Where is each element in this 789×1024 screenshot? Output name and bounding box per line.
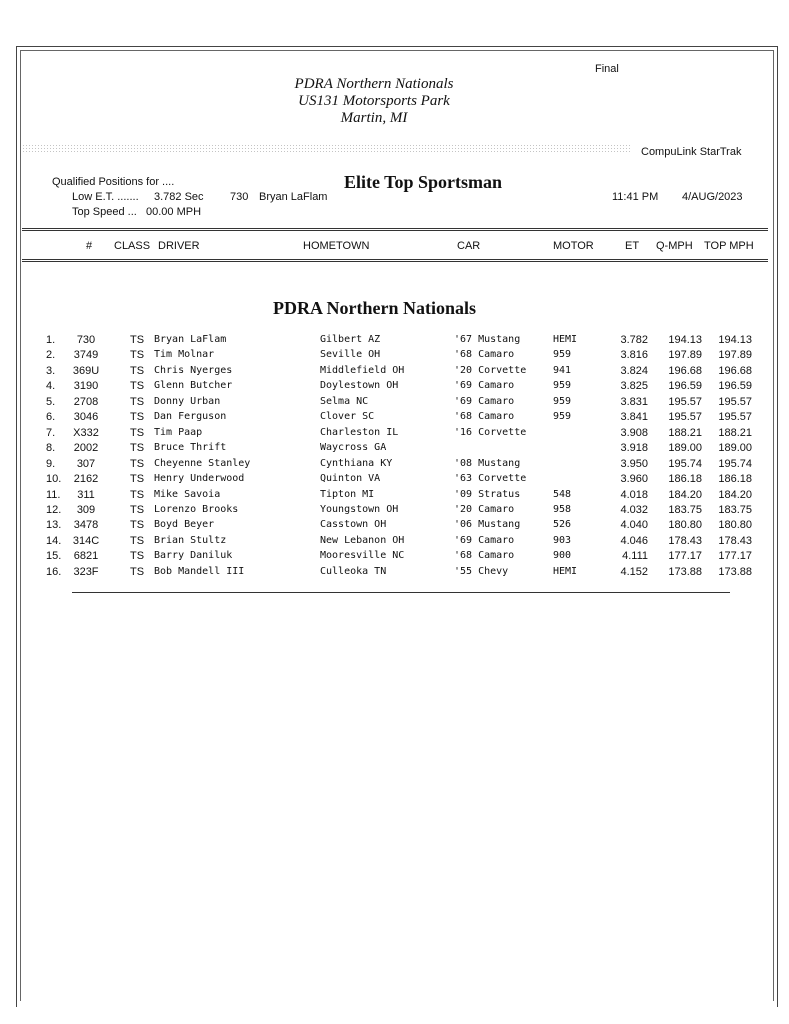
cell-et: 3.782 [620, 334, 648, 346]
cell-et: 4.032 [620, 503, 648, 516]
cell-motor: 548 [553, 488, 572, 500]
cell-driver: Bob Mandell III [154, 565, 245, 577]
cell-top-mph: 188.21 [718, 426, 752, 439]
col-et: ET [625, 240, 640, 252]
cell-position: 16. [46, 565, 62, 578]
cell-driver: Glenn Butcher [154, 380, 233, 392]
cell-top-mph: 177.17 [718, 550, 752, 563]
cell-et: 3.824 [620, 364, 648, 377]
table-row [0, 396, 789, 411]
cell-car: '55 Chevy [454, 565, 509, 577]
cell-top-mph: 195.57 [718, 395, 752, 408]
table-row [0, 380, 789, 395]
cell-motor: 526 [553, 519, 572, 531]
cell-class: TS [130, 503, 145, 516]
cell-hometown: New Lebanon OH [320, 534, 405, 546]
cell-position: 5. [46, 395, 56, 408]
cell-car: '68 Camaro [454, 411, 515, 423]
header-rule-bottom [22, 259, 768, 262]
cell-hometown: Charleston IL [320, 426, 399, 438]
cell-class: TS [130, 519, 145, 532]
cell-et: 3.950 [620, 457, 648, 470]
cell-top-mph: 195.57 [718, 411, 752, 424]
cell-driver: Bryan LaFlam [154, 334, 227, 345]
col-qmph: Q-MPH [656, 240, 693, 252]
cell-car-number: 2708 [73, 395, 99, 408]
cell-driver: Dan Ferguson [154, 411, 227, 423]
cell-top-mph: 196.59 [718, 380, 752, 393]
cell-hometown: Quinton VA [320, 473, 381, 485]
cell-class: TS [130, 488, 145, 501]
cell-qualifying-mph: 173.88 [668, 565, 702, 578]
table-row [0, 489, 789, 504]
cell-car-number: 730 [76, 334, 96, 346]
cell-hometown: Culleoka TN [320, 565, 387, 577]
cell-driver: Boyd Beyer [154, 519, 215, 531]
cell-driver: Chris Nyerges [154, 364, 233, 376]
cell-car-number: 6821 [73, 550, 99, 563]
cell-car: '06 Mustang [454, 519, 521, 531]
table-row [0, 334, 789, 349]
cell-car-number: 2002 [73, 442, 99, 455]
cell-qualifying-mph: 189.00 [668, 442, 702, 455]
cell-et: 3.908 [620, 426, 648, 439]
col-hometown: HOMETOWN [303, 240, 370, 252]
cell-qualifying-mph: 178.43 [668, 534, 702, 547]
cell-et: 3.960 [620, 473, 648, 486]
cell-position: 4. [46, 380, 56, 393]
cell-car-number: 314C [72, 534, 100, 547]
cell-car-number: 3190 [73, 380, 99, 393]
top-speed-value: 00.00 MPH [146, 206, 202, 218]
cell-hometown: Mooresville NC [320, 550, 405, 562]
cell-top-mph: 173.88 [718, 565, 752, 578]
table-row [0, 504, 789, 519]
cell-motor: HEMI [553, 565, 578, 577]
cell-motor: HEMI [553, 334, 578, 345]
cell-et: 3.841 [620, 411, 648, 424]
table-end-rule [72, 592, 730, 593]
cell-car: '09 Stratus [454, 488, 521, 500]
cell-et: 4.111 [622, 550, 648, 563]
cell-qualifying-mph: 177.17 [668, 550, 702, 563]
cell-position: 6. [46, 411, 56, 424]
cell-class: TS [130, 380, 145, 393]
table-row [0, 535, 789, 550]
cell-motor: 903 [553, 534, 572, 546]
table-row [0, 473, 789, 488]
cell-driver: Brian Stultz [154, 534, 227, 546]
table-row [0, 458, 789, 473]
cell-car: '69 Camaro [454, 534, 515, 546]
cell-qualifying-mph: 196.59 [668, 380, 702, 393]
col-num: # [86, 240, 93, 252]
cell-car-number: X332 [73, 426, 99, 439]
cell-motor: 959 [553, 395, 572, 407]
cell-car-number: 309 [76, 503, 96, 516]
cell-position: 3. [46, 364, 56, 377]
cell-car: '20 Corvette [454, 364, 527, 376]
cell-car: '16 Corvette [454, 426, 527, 438]
status-label: Final [595, 63, 619, 75]
col-class: CLASS [114, 240, 151, 252]
cell-class: TS [130, 457, 145, 470]
cell-driver: Cheyenne Stanley [154, 457, 251, 469]
table-row [0, 365, 789, 380]
cell-motor: 958 [553, 503, 572, 515]
cell-class: TS [130, 395, 145, 408]
low-et-driver: Bryan LaFlam [259, 191, 328, 203]
cell-motor: 900 [553, 550, 572, 562]
cell-car: '67 Mustang [454, 334, 521, 345]
cell-qualifying-mph: 195.57 [668, 411, 702, 424]
cell-qualifying-mph: 194.13 [668, 334, 702, 346]
report-time: 11:41 PM [612, 191, 659, 203]
cell-class: TS [130, 349, 145, 362]
cell-motor: 941 [553, 364, 572, 376]
cell-motor: 959 [553, 380, 572, 392]
cell-driver: Barry Daniluk [154, 550, 233, 562]
low-et-number: 730 [230, 191, 249, 203]
cell-driver: Tim Molnar [154, 349, 215, 361]
cell-et: 4.152 [620, 565, 648, 578]
col-topmph: TOP MPH [704, 240, 754, 252]
cell-qualifying-mph: 186.18 [668, 473, 702, 486]
cell-qualifying-mph: 184.20 [668, 488, 702, 501]
cell-hometown: Waycross GA [320, 442, 387, 454]
cell-position: 11. [46, 488, 61, 501]
table-row [0, 566, 789, 581]
cell-hometown: Gilbert AZ [320, 334, 381, 345]
cell-top-mph: 178.43 [718, 534, 752, 547]
cell-qualifying-mph: 188.21 [668, 426, 702, 439]
event-name: PDRA Northern Nationals [294, 76, 454, 92]
cell-class: TS [130, 550, 145, 563]
cell-et: 3.831 [620, 395, 648, 408]
report-date: 4/AUG/2023 [682, 191, 743, 203]
cell-position: 14. [46, 534, 62, 547]
cell-top-mph: 196.68 [718, 364, 752, 377]
cell-qualifying-mph: 195.57 [668, 395, 702, 408]
system-label: CompuLink StarTrak [641, 146, 742, 158]
cell-driver: Mike Savoia [154, 488, 221, 500]
cell-et: 4.040 [620, 519, 648, 532]
cell-position: 10. [46, 473, 62, 486]
cell-class: TS [130, 426, 145, 439]
cell-et: 4.046 [620, 534, 648, 547]
cell-qualifying-mph: 195.74 [668, 457, 702, 470]
cell-car-number: 2162 [73, 473, 99, 486]
col-motor: MOTOR [553, 240, 594, 252]
cell-class: TS [130, 442, 145, 455]
header-rule-top [22, 228, 768, 231]
cell-driver: Tim Paap [154, 426, 203, 438]
cell-car-number: 3749 [73, 349, 99, 362]
cell-et: 3.816 [620, 349, 648, 362]
cell-class: TS [130, 534, 145, 547]
cell-top-mph: 197.89 [718, 349, 752, 362]
cell-hometown: Tipton MI [320, 488, 375, 500]
cell-car-number: 311 [77, 488, 95, 501]
cell-car-number: 323F [73, 565, 99, 578]
cell-car-number: 369U [72, 364, 100, 377]
cell-car-number: 307 [76, 457, 96, 470]
class-title: Elite Top Sportsman [344, 172, 503, 192]
cell-car: '68 Camaro [454, 349, 515, 361]
cell-car: '69 Camaro [454, 395, 515, 407]
low-et-label: Low E.T. ....... [72, 191, 139, 203]
cell-et: 3.918 [620, 442, 648, 455]
cell-qualifying-mph: 183.75 [668, 503, 702, 516]
table-row [0, 411, 789, 426]
col-car: CAR [457, 240, 481, 252]
dotted-band [22, 144, 632, 154]
event-location: Martin, MI [340, 110, 408, 126]
cell-hometown: Middlefield OH [320, 364, 405, 376]
cell-hometown: Doylestown OH [320, 380, 399, 392]
cell-top-mph: 183.75 [718, 503, 752, 516]
low-et-value: 3.782 Sec [154, 191, 204, 203]
cell-motor: 959 [553, 349, 572, 361]
cell-top-mph: 184.20 [718, 488, 752, 501]
cell-top-mph: 186.18 [718, 473, 752, 486]
cell-car: '08 Mustang [454, 457, 521, 469]
cell-class: TS [130, 565, 145, 578]
cell-hometown: Seville OH [320, 349, 381, 361]
cell-class: TS [130, 411, 145, 424]
cell-car: '20 Camaro [454, 503, 515, 515]
cell-class: TS [130, 364, 145, 377]
cell-hometown: Selma NC [320, 395, 369, 407]
cell-driver: Bruce Thrift [154, 442, 227, 454]
cell-qualifying-mph: 196.68 [668, 364, 702, 377]
cell-hometown: Clover SC [320, 411, 375, 423]
cell-position: 2. [46, 349, 56, 362]
cell-position: 13. [46, 519, 62, 532]
cell-car: '68 Camaro [454, 550, 515, 562]
cell-car: '63 Corvette [454, 473, 527, 485]
cell-top-mph: 180.80 [718, 519, 752, 532]
cell-car-number: 3478 [73, 519, 99, 532]
cell-top-mph: 195.74 [718, 457, 752, 470]
col-driver: DRIVER [158, 240, 200, 252]
cell-top-mph: 194.13 [718, 334, 752, 346]
cell-class: TS [130, 473, 145, 486]
table-row [0, 349, 789, 364]
cell-position: 7. [46, 426, 56, 439]
cell-motor: 959 [553, 411, 572, 423]
cell-position: 15. [46, 550, 62, 563]
cell-car: '69 Camaro [454, 380, 515, 392]
cell-position: 9. [46, 457, 56, 470]
cell-position: 12. [46, 503, 62, 516]
cell-driver: Donny Urban [154, 395, 221, 407]
table-row [0, 550, 789, 565]
cell-hometown: Youngstown OH [320, 503, 399, 515]
table-row [0, 427, 789, 442]
cell-top-mph: 189.00 [718, 442, 752, 455]
cell-driver: Lorenzo Brooks [154, 503, 239, 515]
qualified-label: Qualified Positions for .... [52, 176, 175, 188]
cell-position: 1. [46, 334, 56, 346]
cell-car-number: 3046 [73, 411, 99, 424]
cell-position: 8. [46, 442, 56, 455]
cell-qualifying-mph: 197.89 [668, 349, 702, 362]
cell-hometown: Cynthiana KY [320, 457, 393, 469]
cell-driver: Henry Underwood [154, 473, 245, 485]
cell-class: TS [130, 334, 145, 346]
table-row [0, 442, 789, 457]
section-title: PDRA Northern Nationals [273, 298, 476, 318]
top-speed-label: Top Speed ... [72, 206, 137, 218]
cell-et: 3.825 [620, 380, 648, 393]
table-row [0, 519, 789, 534]
cell-hometown: Casstown OH [320, 519, 387, 531]
event-venue: US131 Motorsports Park [298, 93, 450, 109]
cell-qualifying-mph: 180.80 [668, 519, 702, 532]
cell-et: 4.018 [620, 488, 648, 501]
